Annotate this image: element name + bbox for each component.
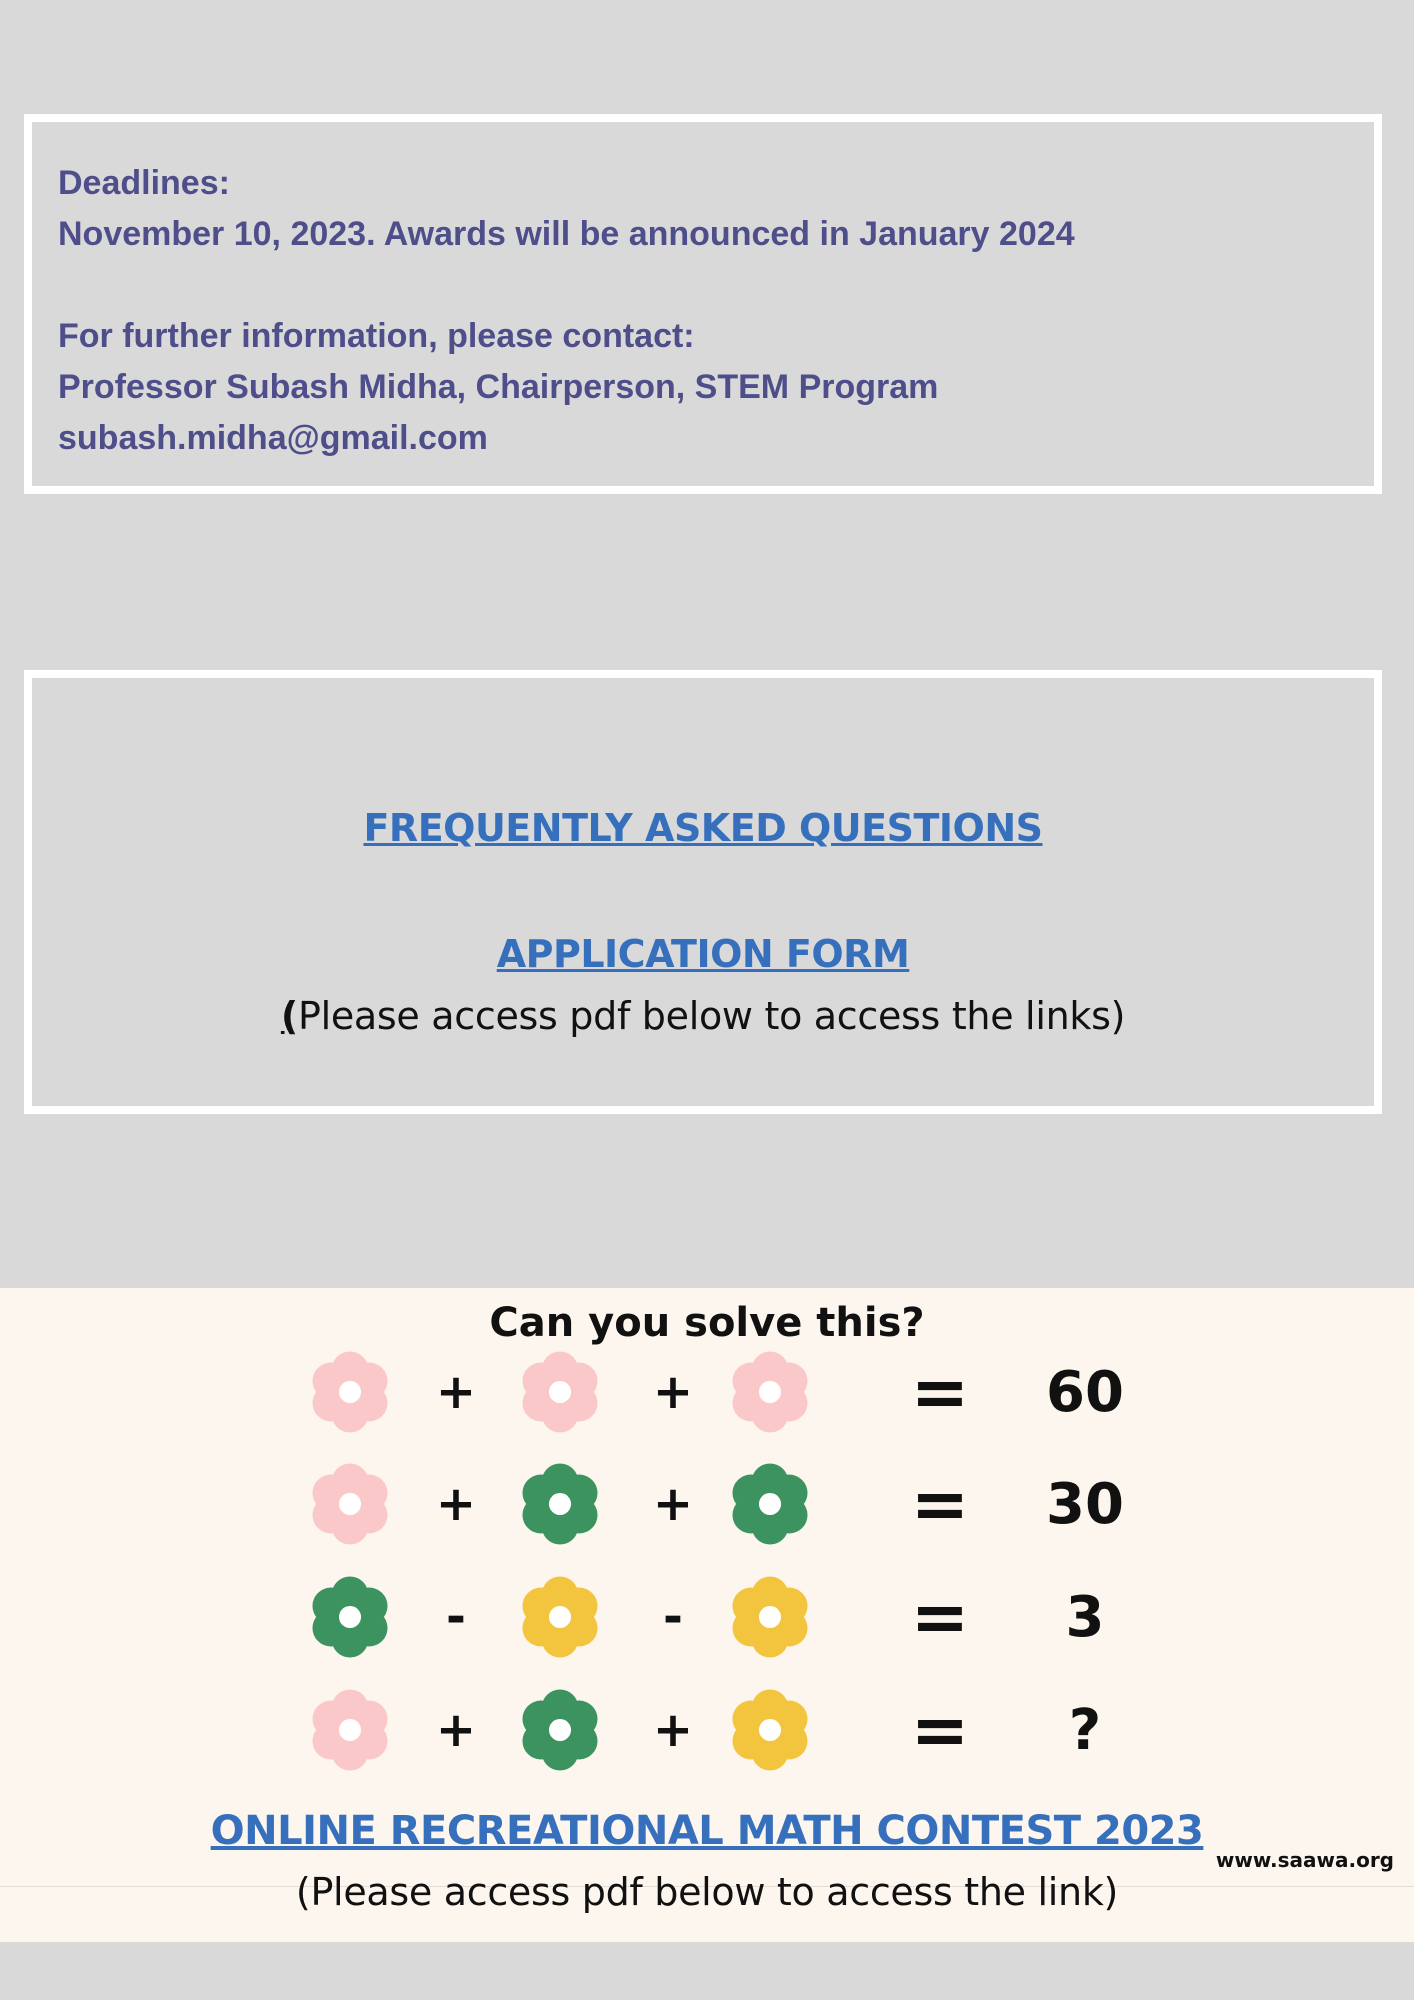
puzzle-banner: [0, 1288, 1414, 1942]
contact-name: Professor Subash Midha, Chairperson, STEM Program: [58, 368, 939, 406]
equation-result: 30: [1046, 1471, 1124, 1537]
links-note: [32, 994, 1374, 1038]
equation-row: [0, 1342, 1414, 1442]
contest-link[interactable]: ONLINE RECREATIONAL MATH CONTEST 2023: [210, 1808, 1204, 1854]
deadline-text: November 10, 2023. Awards will be announced in January 2024: [58, 215, 1075, 253]
pink-flower-icon: [514, 1342, 606, 1442]
operator-symbol: +: [652, 1702, 694, 1758]
operator-symbol: +: [435, 1702, 477, 1758]
faq-link[interactable]: FREQUENTLY ASKED QUESTIONS: [363, 806, 1043, 850]
green-flower-icon: [514, 1454, 606, 1554]
links-note-text: Please access pdf below to access the links): [297, 994, 1126, 1038]
links-note-paren: (: [280, 994, 298, 1038]
operator-symbol: +: [652, 1364, 694, 1420]
green-flower-icon: [514, 1680, 606, 1780]
equation-result: ?: [1068, 1697, 1102, 1763]
green-flower-icon: [304, 1567, 396, 1667]
pink-flower-icon: [304, 1342, 396, 1442]
equation-row: [0, 1454, 1414, 1554]
operator-symbol: +: [435, 1364, 477, 1420]
pink-flower-icon: [724, 1342, 816, 1442]
equals-symbol: =: [910, 1463, 970, 1545]
operator-symbol: -: [446, 1589, 466, 1645]
pink-flower-icon: [304, 1680, 396, 1780]
pink-flower-icon: [304, 1454, 396, 1554]
spacer: [58, 260, 1374, 311]
equation-result: 3: [1065, 1584, 1105, 1650]
equation-row: [0, 1567, 1414, 1667]
contest-note: (Please access pdf below to access the link): [295, 1870, 1119, 1914]
contact-email: subash.midha@gmail.com: [58, 419, 488, 457]
deadlines-label: Deadlines:: [58, 164, 230, 202]
green-flower-icon: [724, 1454, 816, 1554]
yellow-flower-icon: [724, 1567, 816, 1667]
equals-symbol: =: [910, 1689, 970, 1771]
website-label: www.saawa.org: [1215, 1848, 1394, 1872]
equation-row: [0, 1680, 1414, 1780]
application-form-link[interactable]: APPLICATION FORM: [496, 932, 910, 976]
yellow-flower-icon: [724, 1680, 816, 1780]
equation-result: 60: [1046, 1359, 1124, 1425]
yellow-flower-icon: [514, 1567, 606, 1667]
links-box: [24, 670, 1382, 1114]
equals-symbol: =: [910, 1576, 970, 1658]
operator-symbol: +: [435, 1476, 477, 1532]
operator-symbol: -: [663, 1589, 683, 1645]
contact-info-box: [24, 114, 1382, 494]
contact-label: For further information, please contact:: [58, 317, 695, 355]
operator-symbol: +: [652, 1476, 694, 1532]
equals-symbol: =: [910, 1351, 970, 1433]
puzzle-title: Can you solve this?: [489, 1300, 925, 1346]
